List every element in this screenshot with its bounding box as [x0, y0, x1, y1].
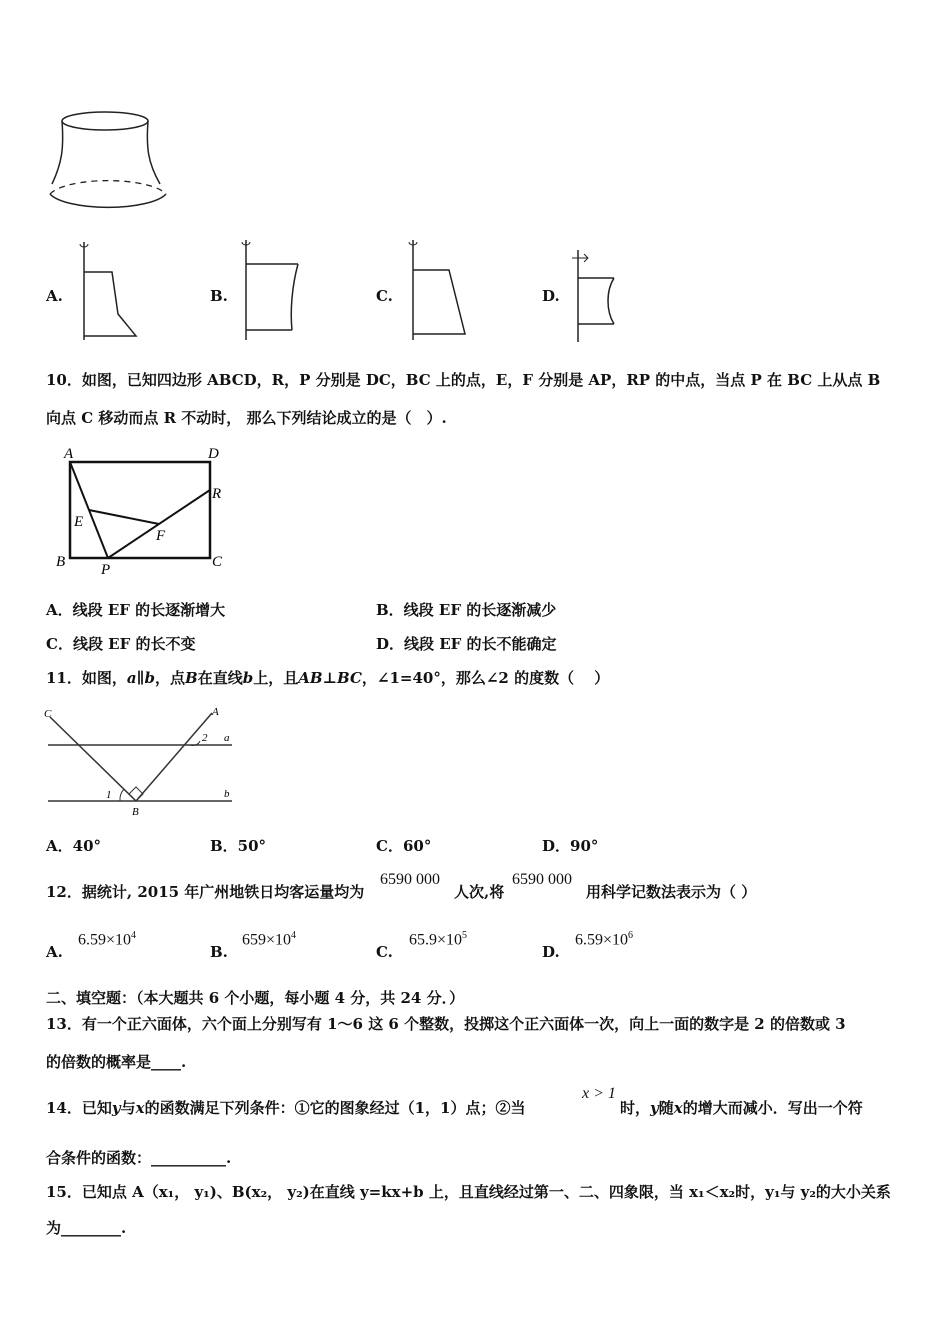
exponent: 4: [131, 930, 137, 941]
q12-option-b-label: B.: [210, 943, 228, 961]
q9-option-d-label: D.: [542, 287, 560, 305]
coef: 659: [242, 931, 266, 949]
q14-part5: 随: [658, 1099, 674, 1117]
q12-suffix: 用科学记数法表示为（ ）: [586, 883, 757, 901]
label-a: A: [64, 446, 74, 462]
q10-option-b: B．线段 EF 的长逐渐减少: [376, 601, 557, 619]
coef: 6.59: [575, 931, 603, 949]
q14-part2: 与: [120, 1099, 136, 1117]
q11-parallel-lines-figure: [40, 703, 240, 818]
q14-condition: x > 1: [582, 1085, 616, 1102]
label-line-b: b: [224, 788, 230, 800]
q12-mid: 人次,将: [454, 883, 505, 901]
q14-part3: 的函数满足下列条件：①它的图象经过（1，1）点；②当: [144, 1099, 526, 1117]
q14-part4: 时，: [620, 1099, 651, 1117]
q11-mid1: ，点: [155, 669, 186, 687]
label-b: B: [56, 554, 66, 570]
q12-number-2: 6590 000: [512, 871, 572, 888]
q9-option-b-figure: [230, 236, 310, 346]
q12-prefix: 12．据统计, 2015 年广州地铁日均客运量均为: [46, 883, 365, 901]
q14-part1: 14．已知: [46, 1099, 112, 1117]
label-f: F: [156, 528, 166, 544]
q9-option-c-label: C.: [376, 287, 393, 305]
exponent: 6: [628, 930, 634, 941]
var-x: x: [135, 1099, 145, 1117]
q11-line-b: b: [242, 669, 254, 687]
label-a-point: A: [212, 706, 219, 718]
q11-question: [46, 668, 609, 688]
q11-perp: AB⊥BC: [298, 669, 362, 687]
q11-option-b: B．50°: [210, 837, 267, 855]
q12-option-b-value: $659\times 10^4$: [242, 930, 297, 949]
label-e: E: [74, 514, 84, 530]
q11-parallel: a∥b: [126, 669, 156, 687]
q13-line1: 13．有一个正六面体，六个面上分别写有 1～6 这 6 个整数，投掷这个正六面体一次，向上一面的数字是 2 的倍数或 3: [46, 1015, 846, 1033]
q9-option-c-figure: [397, 236, 477, 346]
q15-line1: 15．已知点 A（x₁， y₁)、B(x₂， y₂)在直线 y=kx+b 上，且直线经过第一、二、四象限，当 x₁＜x₂时，y₁与 y₂的大小关系: [46, 1183, 891, 1201]
label-b-point: B: [132, 806, 139, 818]
label-c: C: [212, 554, 223, 570]
q9-option-d-figure: [562, 236, 632, 346]
section-2-heading: 二、填空题：（本大题共 6 个小题，每小题 4 分，共 24 分．）: [46, 989, 465, 1007]
q10-quadrilateral-figure: [50, 440, 250, 580]
q9-option-a-figure: [66, 236, 146, 346]
q11-option-c: C．60°: [376, 837, 432, 855]
q11-mid3: 上，且: [253, 669, 299, 687]
q12-number-1: 6590 000: [380, 871, 440, 888]
q10-option-a: A．线段 EF 的长逐渐增大: [46, 601, 226, 619]
q11-option-d: D．90°: [542, 837, 599, 855]
q14-part6: 的增大而减小．写出一个符: [682, 1099, 863, 1117]
label-angle-1: 1: [106, 789, 112, 801]
q12-option-d-label: D.: [542, 943, 560, 961]
q9-option-a-label: A.: [46, 287, 63, 305]
q9-option-b-label: B.: [210, 287, 228, 305]
label-p: P: [101, 562, 111, 578]
label-r: R: [212, 486, 222, 502]
var-y: y: [650, 1099, 659, 1117]
coef: 6.59: [78, 931, 106, 949]
q10-line1: 10．如图，已知四边形 ABCD，R，P 分别是 DC，BC 上的点，E，F 分别是 AP，RP 的中点，当点 P 在 BC 上从点 B: [46, 371, 881, 389]
q10-line2: 向点 C 移动而点 R 不动时， 那么下列结论成立的是（ ）.: [46, 409, 447, 427]
q12-option-c-label: C.: [376, 943, 393, 961]
q11-prefix: 11．如图，: [46, 669, 127, 687]
label-line-a: a: [224, 732, 230, 744]
label-d: D: [208, 446, 219, 462]
exponent: 5: [462, 930, 468, 941]
q12-option-d-value: $6.59\times 10^6$: [575, 930, 634, 949]
q11-mid2: 在直线: [197, 669, 243, 687]
q11-mid4: ，∠1=40°，那么∠2 的度数（ ）: [361, 669, 610, 687]
q13-line2: 的倍数的概率是____.: [46, 1053, 187, 1071]
q10-option-c: C．线段 EF 的长不变: [46, 635, 196, 653]
truncated-solid-figure: [42, 108, 172, 218]
var-x: x: [673, 1099, 683, 1117]
q12-option-a-value: $6.59\times 10^4$: [78, 930, 137, 949]
q12-option-c-value: $65.9\times 10^5$: [409, 930, 468, 949]
coef: 65.9: [409, 931, 437, 949]
var-y: y: [111, 1099, 121, 1117]
q12-option-a-label: A.: [46, 943, 63, 961]
q14-line1-a: [46, 1098, 525, 1118]
q11-option-a: A．40°: [46, 837, 102, 855]
q11-point-b: B: [185, 669, 198, 687]
label-c: C: [44, 708, 52, 720]
q15-line2: 为________.: [46, 1219, 127, 1237]
q10-option-d: D．线段 EF 的长不能确定: [376, 635, 557, 653]
q14-line2: 合条件的函数：__________.: [46, 1149, 232, 1167]
exponent: 4: [291, 930, 297, 941]
q14-line1-b: [620, 1098, 863, 1118]
label-angle-2: 2: [202, 732, 208, 744]
